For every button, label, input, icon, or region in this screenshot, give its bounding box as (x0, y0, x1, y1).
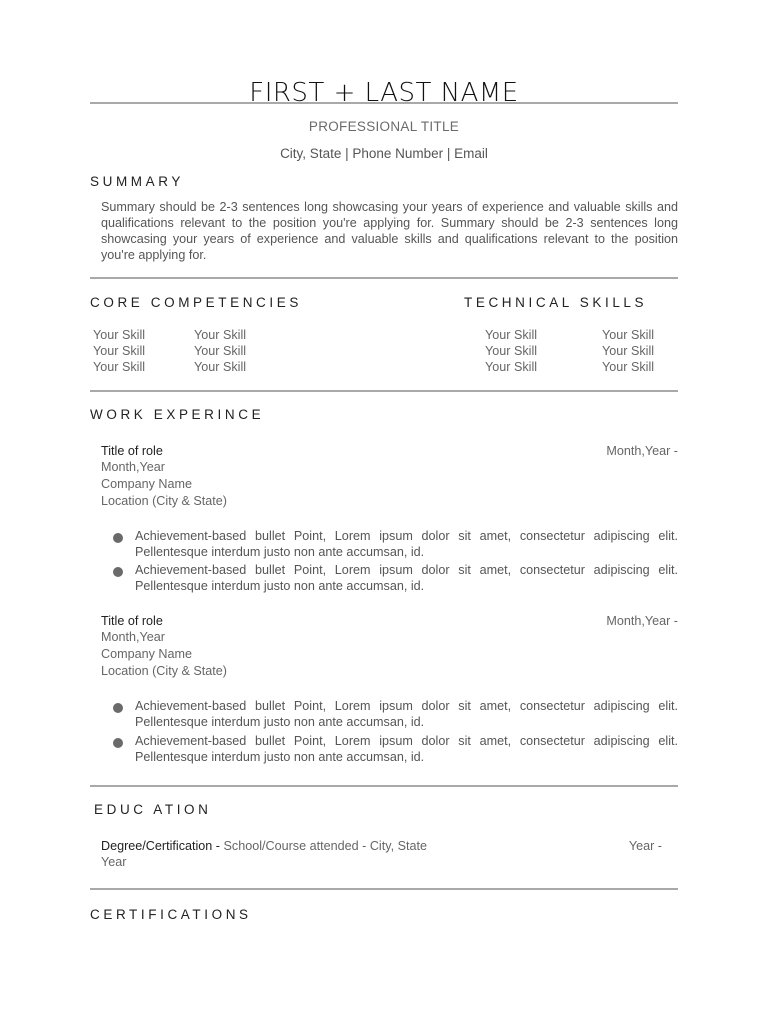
achievement-text: Achievement-based bullet Point, Lorem ipsum dolor sit amet, consectetur adipiscing elit. Pellentesque interdum justo non ante accumsan, id. (135, 734, 678, 764)
achievement-text: Achievement-based bullet Point, Lorem ipsum dolor sit amet, consectetur adipiscing elit. Pellentesque interdum justo non ante accumsan, id. (135, 563, 678, 593)
school-label: School/Course attended - City, State (220, 839, 427, 853)
achievement-text: Achievement-based bullet Point, Lorem ipsum dolor sit amet, consectetur adipiscing elit. Pellentesque interdum justo non ante accumsan, id. (135, 529, 678, 559)
role-title: Title of role (101, 444, 163, 458)
technical-skill: Your Skill (602, 344, 655, 358)
contact-line: City, State | Phone Number | Email (280, 146, 488, 161)
role-location: Location (City & State) (101, 494, 227, 508)
work-experience-heading: WORK EXPERINCE (90, 407, 265, 422)
bullet-dot-icon (113, 738, 123, 748)
role-date-end: Month,Year (101, 460, 165, 474)
core-competencies-heading: CORE COMPETENCIES (90, 295, 302, 310)
bullet-dot-icon (113, 703, 123, 713)
core-skill: Your Skill (93, 360, 146, 374)
education-year-end: Year (101, 855, 127, 869)
education-entry (101, 839, 427, 853)
role-date-end: Month,Year (101, 630, 165, 644)
technical-skill: Your Skill (602, 360, 655, 374)
core-skill: Your Skill (93, 344, 146, 358)
role-date-start: Month,Year - (606, 444, 678, 458)
core-skill: Your Skill (194, 344, 247, 358)
company-name: Company Name (101, 647, 192, 661)
bullet-dot-icon (113, 533, 123, 543)
summary-heading: SUMMARY (90, 174, 184, 189)
company-name: Company Name (101, 477, 192, 491)
education-year-start: Year - (628, 839, 662, 853)
role-location: Location (City & State) (101, 664, 227, 678)
core-skill: Your Skill (194, 328, 247, 342)
bullet-dot-icon (113, 567, 123, 577)
core-skill: Your Skill (93, 328, 146, 342)
technical-skill: Your Skill (485, 328, 538, 342)
professional-title: PROFESSIONAL TITLE (308, 119, 460, 134)
certifications-heading: CERTIFICATIONS (90, 907, 252, 922)
education-divider (90, 888, 678, 890)
technical-skill: Your Skill (485, 360, 538, 374)
technical-skill: Your Skill (602, 328, 655, 342)
achievement-text: Achievement-based bullet Point, Lorem ipsum dolor sit amet, consectetur adipiscing elit. Pellentesque interdum justo non ante accumsan, id. (135, 699, 678, 729)
education-heading: EDUC ATION (94, 802, 212, 817)
skills-divider (90, 390, 678, 392)
role-date-start: Month,Year - (606, 614, 678, 628)
role-title: Title of role (101, 614, 163, 628)
degree-label: Degree/Certification - (101, 839, 220, 853)
technical-skill: Your Skill (485, 344, 538, 358)
work-divider (90, 785, 678, 787)
summary-text: Summary should be 2-3 sentences long showcasing your years of experience and valuable skills and qualifications relevant to the position you're applying for. Summary should be 2-3 sentences long showcasing your years of experience and valuable skills and qualifications relevant to the position you're applying for. (101, 200, 678, 262)
full-name: FIRST + LAST NAME (249, 78, 519, 108)
core-skill: Your Skill (194, 360, 247, 374)
technical-skills-heading: TECHNICAL SKILLS (464, 295, 648, 310)
summary-divider (90, 277, 678, 279)
